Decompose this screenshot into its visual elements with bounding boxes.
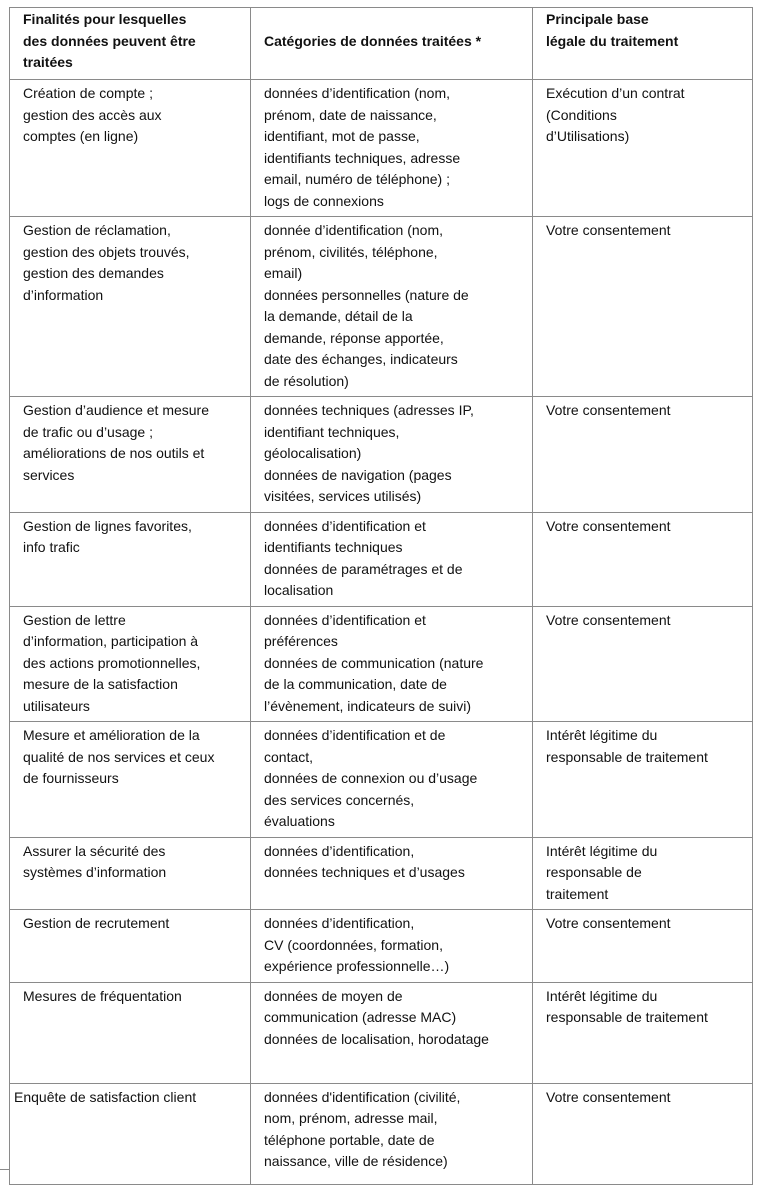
categories-cell: donnée d’identification (nom, prénom, civilités, téléphone, email) données personnelles (nature de la demande, détail de la demande, réponse apportée, date des échanges, indicateurs de résolution) xyxy=(251,217,533,397)
categories-cell: données d’identification, données techniques et d’usages xyxy=(251,837,533,910)
categories-cell: données d’identification et préférences données de communication (nature de la communication, date de l’évènement, indicateurs de suivi) xyxy=(251,606,533,722)
purpose-cell: Gestion de lignes favorites, info trafic xyxy=(10,512,251,606)
table-row xyxy=(10,982,753,1083)
purpose-cell: Gestion de réclamation, gestion des objets trouvés, gestion des demandes d’information xyxy=(10,217,251,397)
header-data-categories: Catégories de données traitées * xyxy=(251,8,533,80)
categories-cell: données d’identification (nom, prénom, date de naissance, identifiant, mot de passe, identifiants techniques, adresse email, numéro de téléphone) ; logs de connexions xyxy=(251,80,533,217)
table-row xyxy=(10,512,753,606)
table-row xyxy=(10,397,753,513)
categories-cell: données de moyen de communication (adresse MAC) données de localisation, horodatage xyxy=(251,982,533,1083)
table-edge-rule xyxy=(0,1169,10,1170)
table-row xyxy=(10,606,753,722)
purpose-cell: Mesure et amélioration de la qualité de nos services et ceux de fournisseurs xyxy=(10,722,251,838)
categories-cell: données d’identification et identifiants techniques données de paramétrages et de localisation xyxy=(251,512,533,606)
table-row xyxy=(10,722,753,838)
purpose-cell: Enquête de satisfaction client xyxy=(10,1083,251,1184)
header-legal-basis: Principale base légale du traitement xyxy=(533,8,753,80)
categories-cell: données d’identification et de contact, données de connexion ou d’usage des services concernés, évaluations xyxy=(251,722,533,838)
table-row xyxy=(10,910,753,983)
legal-basis-cell: Votre consentement xyxy=(533,606,753,722)
purpose-cell: Création de compte ; gestion des accès aux comptes (en ligne) xyxy=(10,80,251,217)
legal-basis-cell: Votre consentement xyxy=(533,1083,753,1184)
data-processing-table xyxy=(9,7,753,1185)
legal-basis-cell: Votre consentement xyxy=(533,512,753,606)
table-header xyxy=(10,8,753,80)
legal-basis-cell: Votre consentement xyxy=(533,397,753,513)
purpose-cell: Mesures de fréquentation xyxy=(10,982,251,1083)
categories-cell: données d’identification, CV (coordonnées, formation, expérience professionnelle…) xyxy=(251,910,533,983)
legal-basis-cell: Exécution d’un contrat (Conditions d’Utilisations) xyxy=(533,80,753,217)
table-row xyxy=(10,217,753,397)
table-row xyxy=(10,80,753,217)
legal-basis-cell: Intérêt légitime du responsable de traitement xyxy=(533,982,753,1083)
header-row xyxy=(10,8,753,80)
header-purposes: Finalités pour lesquelles des données peuvent être traitées xyxy=(10,8,251,80)
purpose-cell: Gestion d’audience et mesure de trafic ou d’usage ; améliorations de nos outils et services xyxy=(10,397,251,513)
purpose-cell: Gestion de recrutement xyxy=(10,910,251,983)
purpose-cell: Gestion de lettre d’information, participation à des actions promotionnelles, mesure de la satisfaction utilisateurs xyxy=(10,606,251,722)
legal-basis-cell: Intérêt légitime du responsable de traitement xyxy=(533,837,753,910)
purpose-cell: Assurer la sécurité des systèmes d’information xyxy=(10,837,251,910)
table-row xyxy=(10,837,753,910)
categories-cell: données d'identification (civilité, nom, prénom, adresse mail, téléphone portable, date de naissance, ville de résidence) xyxy=(251,1083,533,1184)
categories-cell: données techniques (adresses IP, identifiant techniques, géolocalisation) données de navigation (pages visitées, services utilisés) xyxy=(251,397,533,513)
legal-basis-cell: Votre consentement xyxy=(533,217,753,397)
table-body xyxy=(10,80,753,1185)
legal-basis-cell: Votre consentement xyxy=(533,910,753,983)
table-row xyxy=(10,1083,753,1184)
legal-basis-cell: Intérêt légitime du responsable de traitement xyxy=(533,722,753,838)
